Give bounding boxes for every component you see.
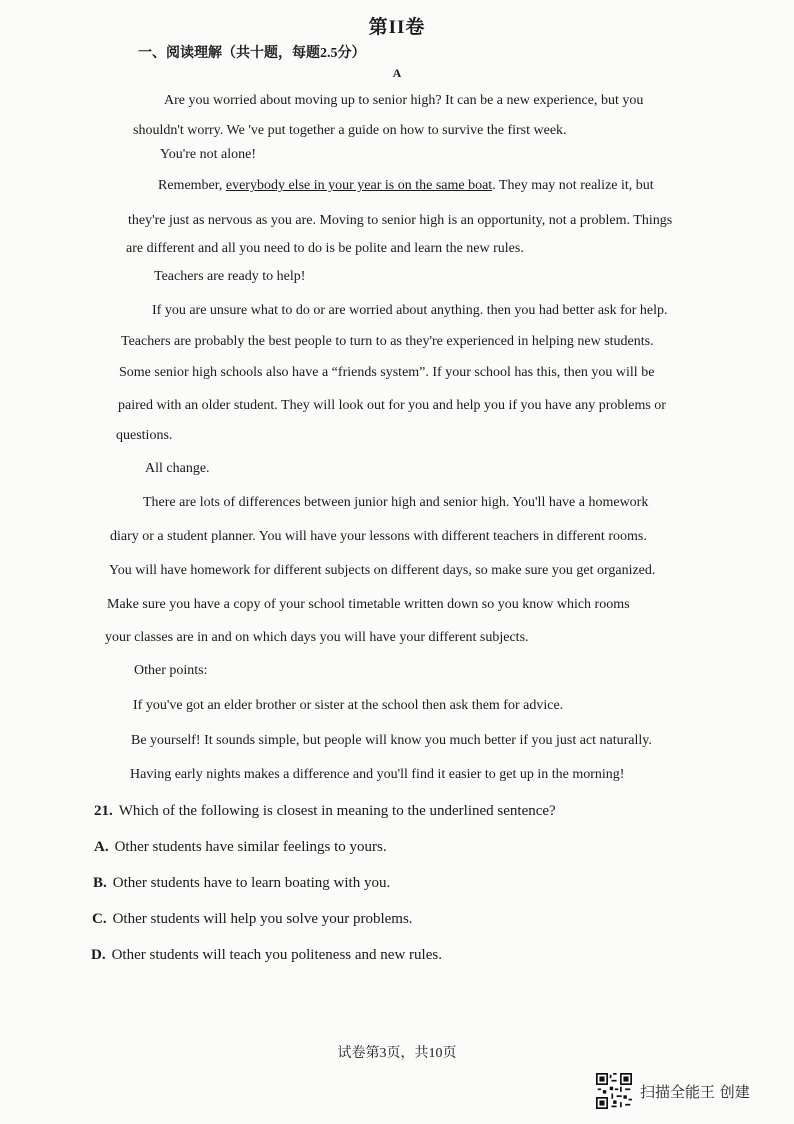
- question-number: 21.: [94, 803, 113, 819]
- underlined-sentence: everybody else in your year is on the same boat: [225, 178, 493, 193]
- passage-line: There are lots of differences between junior high and senior high. You'll have a homework: [143, 495, 649, 510]
- passage-line: paired with an older student. They will look out for you and help you if you have any problems or: [118, 398, 666, 413]
- passage-line: You will have homework for different subjects on different days, so make sure you get organized.: [109, 563, 656, 578]
- section-title: 第II卷: [368, 17, 426, 38]
- option-b[interactable]: [93, 874, 390, 892]
- option-text: Other students have similar feelings to yours.: [114, 839, 387, 855]
- passage-line: shouldn't worry. We 've put together a guide on how to survive the first week.: [133, 123, 567, 138]
- passage-heading: All change.: [145, 461, 210, 476]
- passage-line: Having early nights makes a difference and you'll find it easier to get up in the morning!: [130, 767, 625, 782]
- option-text: Other students will help you solve your problems.: [112, 911, 413, 927]
- passage-line: Teachers are probably the best people to turn to as they're experienced in helping new students.: [121, 334, 654, 349]
- option-label: D.: [91, 947, 106, 963]
- watermark-text: 扫描全能王 创建: [640, 1082, 750, 1101]
- question-text: Which of the following is closest in meaning to the underlined sentence?: [118, 803, 556, 819]
- page-footer: 试卷第3页，共10页: [337, 1046, 457, 1061]
- option-label: A.: [94, 839, 109, 855]
- passage-heading: Teachers are ready to help!: [154, 269, 306, 284]
- passage-line: questions.: [116, 428, 173, 443]
- passage-line: If you are unsure what to do or are worried about anything. then you had better ask for help.: [152, 303, 668, 318]
- passage-line: your classes are in and on which days you will have your different subjects.: [105, 630, 529, 645]
- passage-line-underlined: [158, 177, 654, 195]
- passage-line: Be yourself! It sounds simple, but people will know you much better if you just act naturally.: [131, 733, 652, 748]
- scanner-watermark: [596, 1073, 750, 1109]
- text-segment: . They may not realize it, but: [492, 178, 654, 193]
- option-text: Other students will teach you politeness and new rules.: [111, 947, 442, 963]
- passage-heading: Other points:: [134, 663, 208, 678]
- passage-line: they're just as nervous as you are. Moving to senior high is an opportunity, not a problem. Things: [128, 213, 673, 228]
- passage-line: diary or a student planner. You will have your lessons with different teachers in different rooms.: [110, 529, 647, 544]
- passage-label: A: [392, 66, 402, 80]
- section-subheading: 一、阅读理解（共十题，每题2.5分）: [138, 46, 366, 61]
- option-d[interactable]: [91, 946, 442, 964]
- option-label: B.: [93, 875, 107, 891]
- passage-line: Are you worried about moving up to senior high? It can be a new experience, but you: [164, 93, 644, 108]
- question-stem: [94, 802, 556, 820]
- passage-line: Make sure you have a copy of your school timetable written down so you know which rooms: [107, 597, 630, 612]
- passage-line: Some senior high schools also have a “friends system”. If your school has this, then you will be: [119, 365, 655, 380]
- passage-line: are different and all you need to do is be polite and learn the new rules.: [126, 241, 524, 256]
- option-a[interactable]: [94, 838, 387, 856]
- qr-code-icon: [596, 1073, 632, 1109]
- option-text: Other students have to learn boating with you.: [112, 875, 391, 891]
- option-label: C.: [92, 911, 107, 927]
- text-segment: Remember,: [158, 178, 226, 193]
- option-c[interactable]: [92, 910, 413, 928]
- passage-line: If you've got an elder brother or sister at the school then ask them for advice.: [133, 698, 564, 713]
- passage-heading: You're not alone!: [160, 147, 256, 162]
